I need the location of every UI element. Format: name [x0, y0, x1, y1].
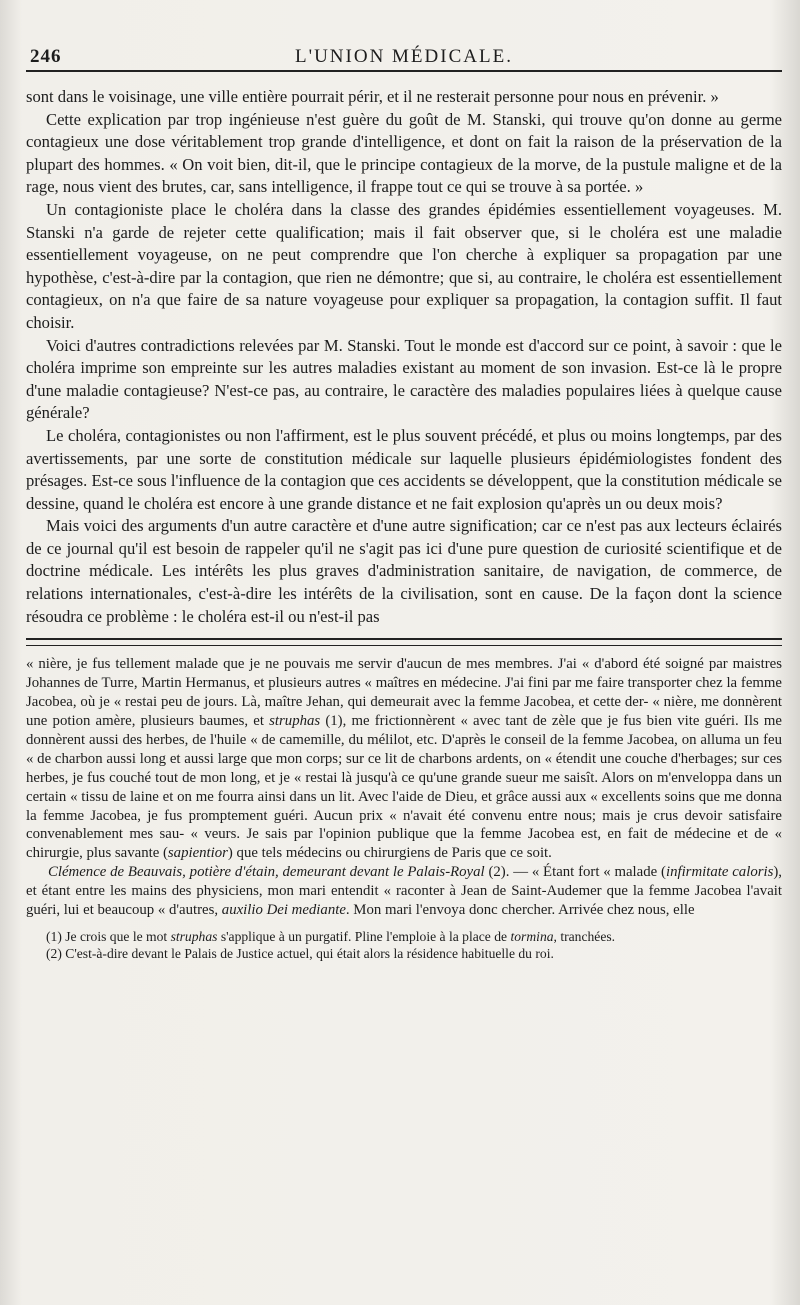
quote-text: « nière, je fus tellement malade que je ne pouvais me servir d'aucun de mes membres. J'ai « d'abord été soigné par maistres Johannes de Turre, Martin Hermanus, et plusieurs autres « maîtres en médecine. J'ai fini par me faire transporter chez la femme Jacobea, où je « restai peu de jours. Là, maître Jehan, qui demeurait avec la femme Jacobea, et cette der- « nière, me donnèrent une potion amère, plusieurs baumes, et	[26, 656, 782, 729]
footnote-text: , tranchées.	[553, 928, 616, 944]
quote-italic-term: infirmitate caloris	[665, 864, 774, 881]
quote-paragraph-1	[26, 655, 782, 863]
footnote-text: (1) Je crois que le mot	[46, 928, 171, 944]
page-header	[26, 40, 782, 72]
footnote-text: s'applique à un purgatif. Pline l'emploie à la place de	[217, 928, 511, 944]
quote-italic-term: sapientior	[167, 845, 228, 862]
footnote-italic-term: struphas	[170, 928, 218, 944]
footnote-1	[26, 928, 782, 945]
paragraph-6: Mais voici des arguments d'un autre caractère et d'une autre signification; car ce n'est pas aux lecteurs éclairés de ce journal qu'il est besoin de rappeler qu'il ne s'agit pas ici d'une pure question de curiosité scientifique et de doctrine médicale. Les intérêts les plus graves d'administration sanitaire, de navigation, de commerce, de relations internationales, c'est-à-dire les intérêts de la civilisation, sont en cause. De la façon dont la science résoudra ce problème : le choléra est-il ou n'est-il pas	[26, 516, 782, 626]
running-title: L'UNION MÉDICALE.	[295, 46, 513, 67]
double-rule-divider	[26, 638, 782, 646]
paragraph-4: Voici d'autres contradictions relevées par M. Stanski. Tout le monde est d'accord sur ce point, à savoir : que le choléra imprime son empreinte sur les autres maladies existant au moment de son invasion. Est-ce là le propre d'une maladie contagieuse? N'est-ce pas, au contraire, le caractère des maladies populaires liées à quelque cause générale?	[26, 335, 782, 423]
quote-text: ) que tels médecins ou chirurgiens de Paris que ce soit.	[227, 845, 552, 862]
quote-italic-term: auxilio Dei mediante	[221, 902, 346, 919]
witness-name: Clémence de Beauvais, potière d'étain, demeurant devant le Palais-Royal	[48, 864, 485, 881]
quote-text: (1), me frictionnèrent « avec tant de zèle que je fus bien vite guéri. Ils me donnèrent aussi des herbes, de l'huile « de camemille, du mélilot, etc. D'après le conseil de la femme Jacobea, on alluma un feu « de charbon aussi long et aussi large que mon corps; sur ce lit de charbons ardents, on « étendit une couche d'herbages; sur ces herbes, je fus couché tout de mon long, et je « restai là jusqu'à ce qu'une grande sueur me saisît. Alors on m'enveloppa dans un certain « tissu de laine et on me fourra ainsi dans un lit. Avec l'aide de Dieu, et grâce aussi aux « excellents soins que me donna la femme Jacobea, je fus promptement guéri. Aucun prix « n'avait été convenu entre nous; mais je crus devoir satisfaire convenablement mes sau- « veurs. Je sais par l'opinion publique que la femme Jacobea est, en fait de médecine et de « chirurgie, plus savante (	[26, 712, 782, 862]
quoted-testimony	[26, 655, 786, 920]
page-number: 246	[30, 46, 62, 67]
quote-italic-term: struphas	[269, 712, 321, 729]
paragraph-2: Cette explication par trop ingénieuse n'est guère du goût de M. Stanski, qui trouve qu'on donne au germe contagieux une dose véritablement trop grande d'intelligence, et dont on fait la raison de la préservation de la plupart des hommes. « On voit bien, dit-il, que le principe contagieux de la morve, de la pustule maligne et de la rage, nous vient des brutes, car, sans intelligence, il frappe tout ce qui se trouve à sa portée. »	[26, 109, 782, 197]
footnotes	[26, 928, 786, 962]
paragraph-5: Le choléra, contagionistes ou non l'affirment, est le plus souvent précédé, et plus ou moins longtemps, par des avertissements, par une sorte de constitution médicale sur laquelle plusieurs épidémiologistes fondent des présages. Est-ce sous l'influence de la contagion que ces accidents se développent, que la constitution médicale se dessine, quand le choléra est encore à une grande distance et ne fait explosion qu'après un ou deux mois?	[26, 425, 782, 513]
footnote-2: (2) C'est-à-dire devant le Palais de Justice actuel, qui était alors la résidence habituelle du roi.	[46, 945, 554, 961]
paragraph-3: Un contagioniste place le choléra dans la classe des grandes épidémies essentiellement voyageuses. M. Stanski n'a garde de rejeter cette qualification; mais il fait observer que, si le choléra est une maladie essentiellement voyageuse, on ne peut comprendre que l'on cherche à expliquer sa propagation par une hypothèse, c'est-à-dire par la contagion, que rien ne démontre; que si, au contraire, le choléra est essentiellement contagieux, on n'a que faire de sa nature voyageuse pour expliquer sa propagation, la contagion suffit. Il faut choisir.	[26, 199, 782, 332]
main-text	[26, 86, 786, 628]
quote-text: . Mon mari l'envoya donc chercher. Arrivée chez nous, elle	[345, 902, 695, 919]
quote-text: ), et étant entre les mains des physiciens, mon mari entendit « raconter à Jean de Saint-Audemer que la femme Jacobea l'avait guéri, lui et beaucoup « d'autres,	[26, 864, 782, 919]
paragraph-1: sont dans le voisinage, une ville entière pourrait périr, et il ne resterait personne pour nous en prévenir. »	[26, 87, 719, 106]
quote-text: (2). — « Étant fort « malade (	[484, 864, 666, 881]
quote-paragraph-2	[26, 863, 782, 920]
footnote-italic-term: tormina	[510, 928, 554, 944]
